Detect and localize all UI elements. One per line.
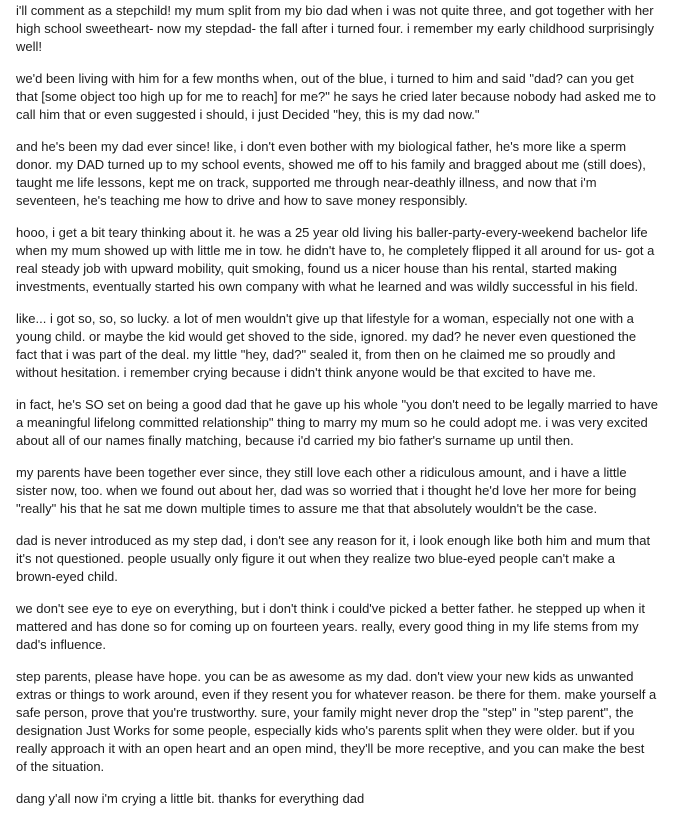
- paragraph-2: we'd been living with him for a few months when, out of the blue, i turned to him and said "dad? can you get that [some object too high up for me to reach] for me?" he says he cried later because nobody had asked me to call him that or even suggested i should, i just Decided "hey, this is my dad now.": [16, 71, 656, 122]
- paragraph-6: in fact, he's SO set on being a good dad that he gave up his whole "you don't need to be legally married to have a meaningful lifelong committed relationship" thing to marry my mum so he could adopt me. i was very excited about all of our names finally matching, because i'd carried my bio father's surname up until then.: [16, 397, 658, 448]
- paragraph-7: my parents have been together ever since, they still love each other a ridiculous amount, and i have a little sister now, too. when we found out about her, dad was so worried that i thought he'd love her more for being "really" his that he sat me down multiple times to assure me that that absolutely wouldn't be the case.: [16, 465, 637, 516]
- paragraph-8: dad is never introduced as my step dad, i don't see any reason for it, i look enough like both him and mum that it's not questioned. people usually only figure it out when they realize two blue-eyed people can't make a brown-eyed child.: [16, 533, 651, 584]
- paragraph-3: and he's been my dad ever since! like, i don't even bother with my biological father, he's more like a sperm donor. my DAD turned up to my school events, showed me off to his family and bragged about me (still does), taught me life lessons, kept me on track, supported me through near-deathly illness, and now that i'm seventeen, he's teaching me how to drive and how to save money responsibly.: [16, 139, 646, 208]
- paragraph-4: hooo, i get a bit teary thinking about it. he was a 25 year old living his baller-party-every-weekend bachelor life when my mum showed up with little me in tow. he didn't have to, he completely flipped it all around for us- got a real steady job with upward mobility, quit smoking, found us a nicer house than his rental, started making investments, eventually started his own company with what he learned and was wildly successful in his field.: [16, 225, 655, 294]
- paragraph-5: like... i got so, so, so lucky. a lot of men wouldn't give up that lifestyle for a woman, especially not one with a young child. or maybe the kid would get shoved to the side, ignored. my dad? he never even questioned the fact that i was part of the deal. my little "hey, dad?" sealed it, from then on he claimed me so proudly and without hesitation. i remember crying because i didn't think anyone would be that excited to have me.: [16, 311, 637, 380]
- paragraph-11: dang y'all now i'm crying a little bit. thanks for everything dad: [16, 791, 365, 806]
- paragraph-9: we don't see eye to eye on everything, but i don't think i could've picked a better father. he stepped up when it mattered and has done so for coming up on fourteen years. really, every good thing in my life stems from my dad's influence.: [16, 601, 645, 652]
- paragraph-1: i'll comment as a stepchild! my mum split from my bio dad when i was not quite three, and got together with her high school sweetheart- now my stepdad- the fall after i turned four. i remember my early childhood surprisingly well!: [16, 3, 655, 54]
- paragraph-10: step parents, please have hope. you can be as awesome as my dad. don't view your new kids as unwanted extras or things to work around, even if they resent you for whatever reason. be there for them. make yourself a safe person, prove that you're trustworthy. sure, your family might never drop the "step" in "step parent", the designation Just Works for some people, especially kids who's parents split when they were older. but if you really approach it with an open heart and an open mind, they'll be more receptive, and you can make the best of the situation.: [16, 669, 657, 774]
